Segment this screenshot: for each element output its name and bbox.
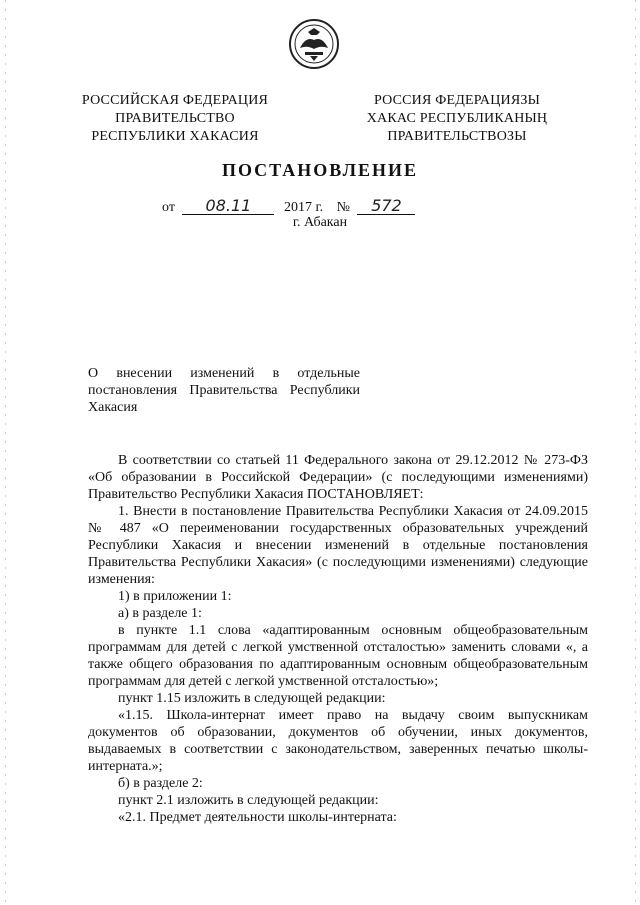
body-paragraph: В соответствии со статьей 11 Федерального закона от 29.12.2012 № 273-ФЗ «Об образовании в Российской Федерации» (с последующими изменениями) Правительство Республики Хакасия ПОСТАНОВЛЯЕТ: [88,453,588,502]
coat-of-arms-emblem [288,18,340,70]
body-paragraph: а) в разделе 1: [118,606,202,621]
number-sign: № [336,200,350,215]
body-paragraph: «1.15. Школа-интернат имеет право на выдачу своим выпускникам документов об образовании, документов об обучении, иных документов, выдаваемых в соответствии с законодательством, заверенных печатью школы-интерната.»; [88,708,588,774]
header-right-block [352,92,562,146]
header-right-line-3: ПРАВИТЕЛЬСТВОЗЫ [387,129,527,144]
body-paragraph: б) в разделе 2: [118,776,203,791]
document-title: ПОСТАНОВЛЕНИЕ [221,160,419,180]
header-right-line-1: РОССИЯ ФЕДЕРАЦИЯЗЫ [373,93,541,108]
body-paragraph: пункт 2.1 изложить в следующей редакции: [118,793,379,808]
number-handwritten: 572 [357,198,415,215]
body-paragraph: «2.1. Предмет деятельности школы-интерната: [118,810,397,825]
scan-edge-left [5,0,6,905]
date-handwritten: 08.11 [182,198,274,215]
body-paragraph: 1) в приложении 1: [118,589,232,604]
header-right-line-2: ХАКАС РЕСПУБЛИКАНЫҢ [366,111,548,126]
city-label: г. Абакан [292,215,348,230]
header-left-line-2: ПРАВИТЕЛЬСТВО [115,111,235,126]
header-left-block [70,92,280,146]
body-paragraph: в пункте 1.1 слова «адаптированным основным общеобразовательным программам для детей с легкой умственной отсталостью» заменить словами «, а также общего образования по адаптированным основным общеобразовательным программам для детей с легкой умственной отсталостью»; [88,623,588,689]
document-body [88,452,588,826]
body-paragraph: 1. Внести в постановление Правительства Республики Хакасия от 24.09.2015 № 487 «О переименовании государственных образовательных учреждений Республики Хакасия и внесении изменений в отдельные постановления Правительства Республики Хакасия» (с последующими изменениями) следующие изменения: [88,504,588,587]
document-subject: О внесении изменений в отдельные постановления Правительства Республики Хакасия [88,366,360,415]
body-paragraph: пункт 1.15 изложить в следующей редакции: [118,691,386,706]
date-prefix: от [162,200,175,215]
year-label: 2017 г. [283,200,324,215]
header-left-line-1: РОССИЙСКАЯ ФЕДЕРАЦИЯ [81,93,269,108]
scan-edge-right [635,0,636,905]
header-left-line-3: РЕСПУБЛИКИ ХАКАСИЯ [91,129,259,144]
date-number-line [162,198,415,216]
